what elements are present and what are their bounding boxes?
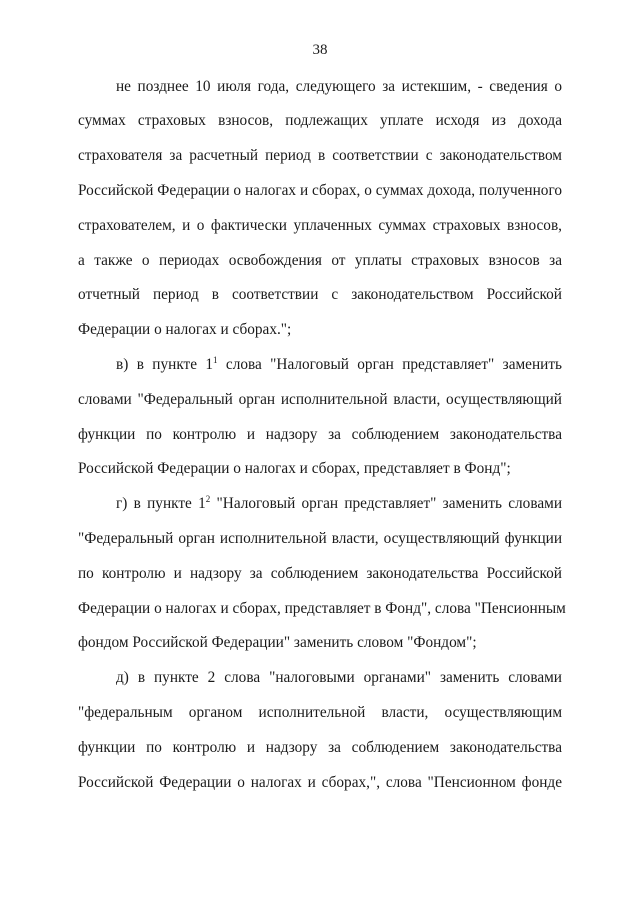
text-line: не позднее 10 июля года, следующего за истекшим, - сведения о xyxy=(116,78,562,95)
page-number: 38 xyxy=(312,42,328,58)
text-line: Федерации о налогах и сборах, представляет в Фонд", слова "Пенсионным xyxy=(78,600,566,617)
superscript: 1 xyxy=(213,355,218,365)
text-line: Российской Федерации о налогах и сборах, о суммах дохода, полученного xyxy=(78,182,562,199)
text-line: д) в пункте 2 слова "налоговыми органами" заменить словами xyxy=(116,669,562,686)
text-run: г) в пункте 1 xyxy=(116,495,206,512)
text-line: словами "Федеральный орган исполнительной власти, осуществляющий xyxy=(78,391,562,408)
text-run: в) в пункте 1 xyxy=(116,356,214,373)
text-line: функции по контролю и надзору за соблюдением законодательства xyxy=(78,426,562,443)
text-run: слова "Налоговый орган представляет" заменить xyxy=(217,356,562,373)
text-line: отчетный период в соответствии с законодательством Российской xyxy=(78,286,562,303)
superscript: 2 xyxy=(205,494,211,504)
text-line: Российской Федерации о налогах и сборах, представляет в Фонд"; xyxy=(78,460,511,477)
text-line: страхователем, и о фактически уплаченных суммах страховых взносов, xyxy=(78,217,562,234)
text-line: "Федеральный орган исполнительной власти, осуществляющий функции xyxy=(78,530,562,547)
text-line: "федеральным органом исполнительной власти, осуществляющим xyxy=(78,704,562,721)
text-line: по контролю и надзору за соблюдением законодательства Российской xyxy=(78,565,562,582)
text-line: а также о периодах освобождения от уплаты страховых взносов за xyxy=(78,252,562,269)
text-line: Российской Федерации о налогах и сборах,", слова "Пенсионном фонде xyxy=(78,774,562,791)
text-line: функции по контролю и надзору за соблюдением законодательства xyxy=(78,739,562,756)
text-line: страхователя за расчетный период в соответствии с законодательством xyxy=(78,147,562,164)
text-line: суммах страховых взносов, подлежащих уплате исходя из дохода xyxy=(78,112,562,129)
text-line: фондом Российской Федерации" заменить словом "Фондом"; xyxy=(78,634,477,651)
text-run: "Налоговый орган представляет" заменить словами xyxy=(210,495,563,512)
text-line xyxy=(116,355,562,375)
text-line: Федерации о налогах и сборах."; xyxy=(78,321,292,338)
text-line xyxy=(116,494,562,514)
